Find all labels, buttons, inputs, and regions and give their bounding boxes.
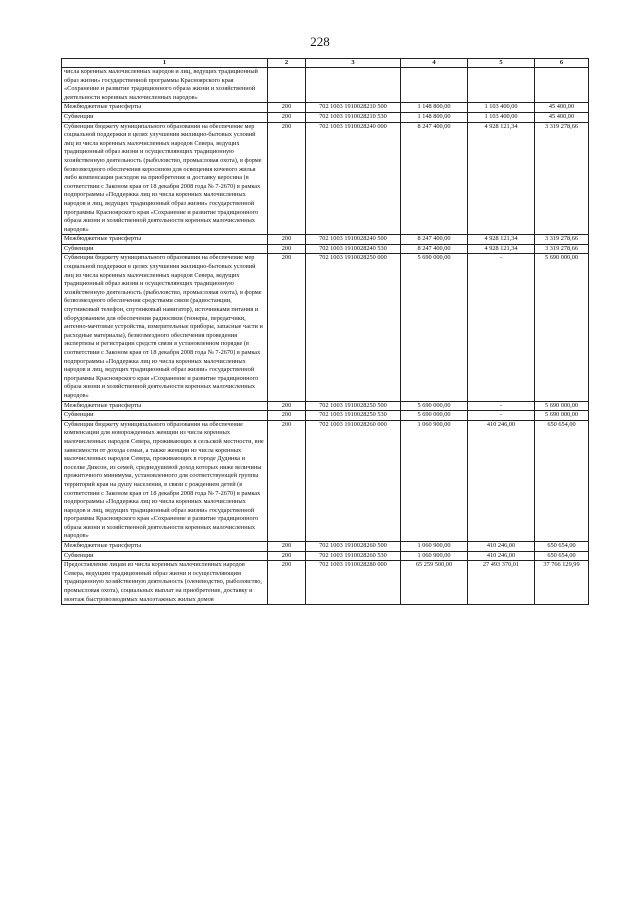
row-value-unexecuted-cell: [535, 68, 589, 103]
row-name-cell: Субвенции: [62, 411, 268, 421]
row-value-approved-cell: 8 247 400,00: [401, 235, 468, 245]
row-kbk-cell: 702 1003 1910028240 530: [306, 244, 401, 254]
row-kbk-cell: 702 1003 1910028210 530: [306, 112, 401, 122]
budget-table: [61, 58, 589, 605]
table-row: [62, 103, 589, 113]
row-kbk-cell: 702 1003 1910028250 530: [306, 411, 401, 421]
row-kbk-cell: 702 1003 1910028260 000: [306, 420, 401, 541]
row-name-cell: Субвенции бюджету муниципального образования на обеспечение компенсации для новорожденных женщин из числа коренных малочисленных народов Севера, проживающих в сельской местности, вне зависимости от дохода семьи, а также женщин из числа коренных малочисленных народов Севера, проживающих в городе Дудинка и поселке Диксон, из семей, среднедушевой доход которых ниже величины прожиточного минимума, установленного для соответствующей группы территорий края на душу населения, в связи с рождением детей (в соответствии с Законом края от 18 декабря 2008 года № 7-2670) в рамках подпрограммы «Поддержка лиц из числа коренных малочисленных народов и лиц, ведущих традиционный образ жизни» государственной программы Красноярского края «Сохранение и развитие традиционного образа жизни и хозяйственной деятельности коренных малочисленных народов»: [62, 420, 268, 541]
row-name-cell: числа коренных малочисленных народов и лиц, ведущих традиционный образ жизни» государственной программы Красноярского края «Сохранение и развитие традиционного образа жизни и хозяйственной деятельности коренных малочисленных народов»: [62, 68, 268, 103]
row-code-cell: 200: [268, 244, 306, 254]
row-kbk-cell: 702 1003 1910028260 530: [306, 551, 401, 561]
row-kbk-cell: 702 1003 1910028260 500: [306, 542, 401, 552]
row-name-cell: Субвенции: [62, 112, 268, 122]
row-name-cell: Межбюджетные трансферты: [62, 401, 268, 411]
table-row: [62, 244, 589, 254]
row-value-executed-cell: 4 928 121,34: [468, 244, 535, 254]
table-header-row: [62, 59, 589, 68]
row-value-executed-cell: 410 246,00: [468, 420, 535, 541]
row-code-cell: 200: [268, 235, 306, 245]
table-row: [62, 542, 589, 552]
row-value-executed-cell: 27 493 370,01: [468, 561, 535, 605]
row-value-unexecuted-cell: 650 654,00: [535, 551, 589, 561]
row-value-approved-cell: 65 259 500,00: [401, 561, 468, 605]
row-code-cell: 200: [268, 401, 306, 411]
row-value-executed-cell: 410 246,00: [468, 542, 535, 552]
row-value-approved-cell: 5 690 000,00: [401, 254, 468, 401]
row-value-approved-cell: 1 148 800,00: [401, 103, 468, 113]
row-code-cell: 200: [268, 103, 306, 113]
row-kbk-cell: 702 1003 1910028250 000: [306, 254, 401, 401]
row-value-executed-cell: 4 928 121,34: [468, 122, 535, 235]
row-value-approved-cell: 1 060 900,00: [401, 551, 468, 561]
row-value-executed-cell: [468, 68, 535, 103]
row-code-cell: 200: [268, 420, 306, 541]
row-value-executed-cell: -: [468, 411, 535, 421]
table-row: [62, 235, 589, 245]
table-row: [62, 561, 589, 605]
column-header: 4: [401, 59, 468, 68]
row-code-cell: 200: [268, 122, 306, 235]
row-value-unexecuted-cell: 45 400,00: [535, 103, 589, 113]
row-value-approved-cell: 5 690 000,00: [401, 411, 468, 421]
row-kbk-cell: 702 1003 1910028280 000: [306, 561, 401, 605]
page-number: 228: [310, 34, 330, 49]
row-value-executed-cell: 1 103 400,00: [468, 103, 535, 113]
row-kbk-cell: 702 1003 1910028210 500: [306, 103, 401, 113]
row-value-approved-cell: 8 247 400,00: [401, 122, 468, 235]
row-value-executed-cell: 1 103 400,00: [468, 112, 535, 122]
row-value-approved-cell: 1 060 900,00: [401, 542, 468, 552]
row-value-unexecuted-cell: 650 654,00: [535, 542, 589, 552]
row-value-unexecuted-cell: 3 319 278,66: [535, 122, 589, 235]
row-value-unexecuted-cell: 5 690 000,00: [535, 254, 589, 401]
row-name-cell: Субвенции бюджету муниципального образования на обеспечение мер социальной поддержки в целях улучшения жилищно-бытовых условий лиц из числа коренных малочисленных народов Севера, ведущих традиционный образ жизни и осуществляющих традиционную хозяйственную деятельность (рыболовство, промысловая охота), в форме безвозмездного обеспечения керосином для освещения кочевого жилья либо компенсации расходов на приобретение и доставку керосина (в соответствии с Законом края от 18 декабря 2008 года № 7-2670) в рамках подпрограммы «Поддержка лиц из числа коренных малочисленных народов и лиц, ведущих традиционный образ жизни» государственной программы Красноярского края «Сохранение и развитие традиционного образа жизни и хозяйственной деятельности коренных малочисленных народов»: [62, 122, 268, 235]
row-value-approved-cell: 8 247 400,00: [401, 244, 468, 254]
row-value-executed-cell: -: [468, 254, 535, 401]
row-name-cell: Предоставление лицам из числа коренных малочисленных народов Севера, ведущим традиционный образ жизни и осуществляющим традиционную хозяйственную деятельность (оленеводство, рыболовство, промысловая охота), социальных выплат на приобретение, доставку и монтаж быстровозводимых малоэтажных жилых домов: [62, 561, 268, 605]
row-name-cell: Межбюджетные трансферты: [62, 542, 268, 552]
row-value-approved-cell: 1 148 800,00: [401, 112, 468, 122]
row-name-cell: Межбюджетные трансферты: [62, 235, 268, 245]
row-name-cell: Субвенции бюджету муниципального образования на обеспечение мер социальной поддержки в целях улучшения жилищно-бытовых условий лиц из числа коренных малочисленных народов Севера, ведущих традиционный образ жизни и осуществляющих традиционную хозяйственную деятельность (рыболовство, промысловая охота), в форме безвозмездного обеспечения средствами связи (радиостанции, спутниковый телефон, спутниковый навигатор), источниками питания и оборудованием для обеспечения радиосвязи (тюнеры, передатчики, антенно-мачтовые устройства, измерительные приборы, запасные части и расходные материалы), безвозмездного обеспечения проведения экспертизы и регистрации средств связи в установленном порядке (в соответствии с Законом края от 18 декабря 2008 года № 7-2670) в рамках подпрограммы «Поддержка лиц из числа коренных малочисленных народов и лиц, ведущих традиционный образ жизни» государственной программы Красноярского края «Сохранение и развитие традиционного образа жизни и хозяйственной деятельности коренных малочисленных народов»: [62, 254, 268, 401]
row-kbk-cell: [306, 68, 401, 103]
row-code-cell: 200: [268, 542, 306, 552]
row-value-approved-cell: [401, 68, 468, 103]
row-value-unexecuted-cell: 3 319 278,66: [535, 244, 589, 254]
table-row: [62, 401, 589, 411]
table-row: [62, 551, 589, 561]
row-code-cell: 200: [268, 561, 306, 605]
row-name-cell: Субвенции: [62, 551, 268, 561]
table-row: [62, 411, 589, 421]
table-row: [62, 122, 589, 235]
row-kbk-cell: 702 1003 1910028240 000: [306, 122, 401, 235]
column-header: 6: [535, 59, 589, 68]
row-kbk-cell: 702 1003 1910028250 500: [306, 401, 401, 411]
table-row: [62, 254, 589, 401]
row-value-approved-cell: 5 690 000,00: [401, 401, 468, 411]
table-row: [62, 420, 589, 541]
table-row: [62, 68, 589, 103]
row-kbk-cell: 702 1003 1910028240 500: [306, 235, 401, 245]
row-value-unexecuted-cell: 3 319 278,66: [535, 235, 589, 245]
row-name-cell: Субвенции: [62, 244, 268, 254]
row-value-unexecuted-cell: 37 766 129,99: [535, 561, 589, 605]
row-value-unexecuted-cell: 650 654,00: [535, 420, 589, 541]
row-code-cell: 200: [268, 112, 306, 122]
row-value-executed-cell: 4 928 121,34: [468, 235, 535, 245]
row-value-executed-cell: 410 246,00: [468, 551, 535, 561]
column-header: 5: [468, 59, 535, 68]
column-header: 3: [306, 59, 401, 68]
row-code-cell: 200: [268, 254, 306, 401]
row-value-unexecuted-cell: 5 690 000,00: [535, 411, 589, 421]
row-value-unexecuted-cell: 5 690 000,00: [535, 401, 589, 411]
column-header: 2: [268, 59, 306, 68]
table-row: [62, 112, 589, 122]
row-name-cell: Межбюджетные трансферты: [62, 103, 268, 113]
column-header: 1: [62, 59, 268, 68]
row-value-approved-cell: 1 060 900,00: [401, 420, 468, 541]
row-value-executed-cell: -: [468, 401, 535, 411]
row-code-cell: 200: [268, 551, 306, 561]
row-code-cell: [268, 68, 306, 103]
row-code-cell: 200: [268, 411, 306, 421]
row-value-unexecuted-cell: 45 400,00: [535, 112, 589, 122]
